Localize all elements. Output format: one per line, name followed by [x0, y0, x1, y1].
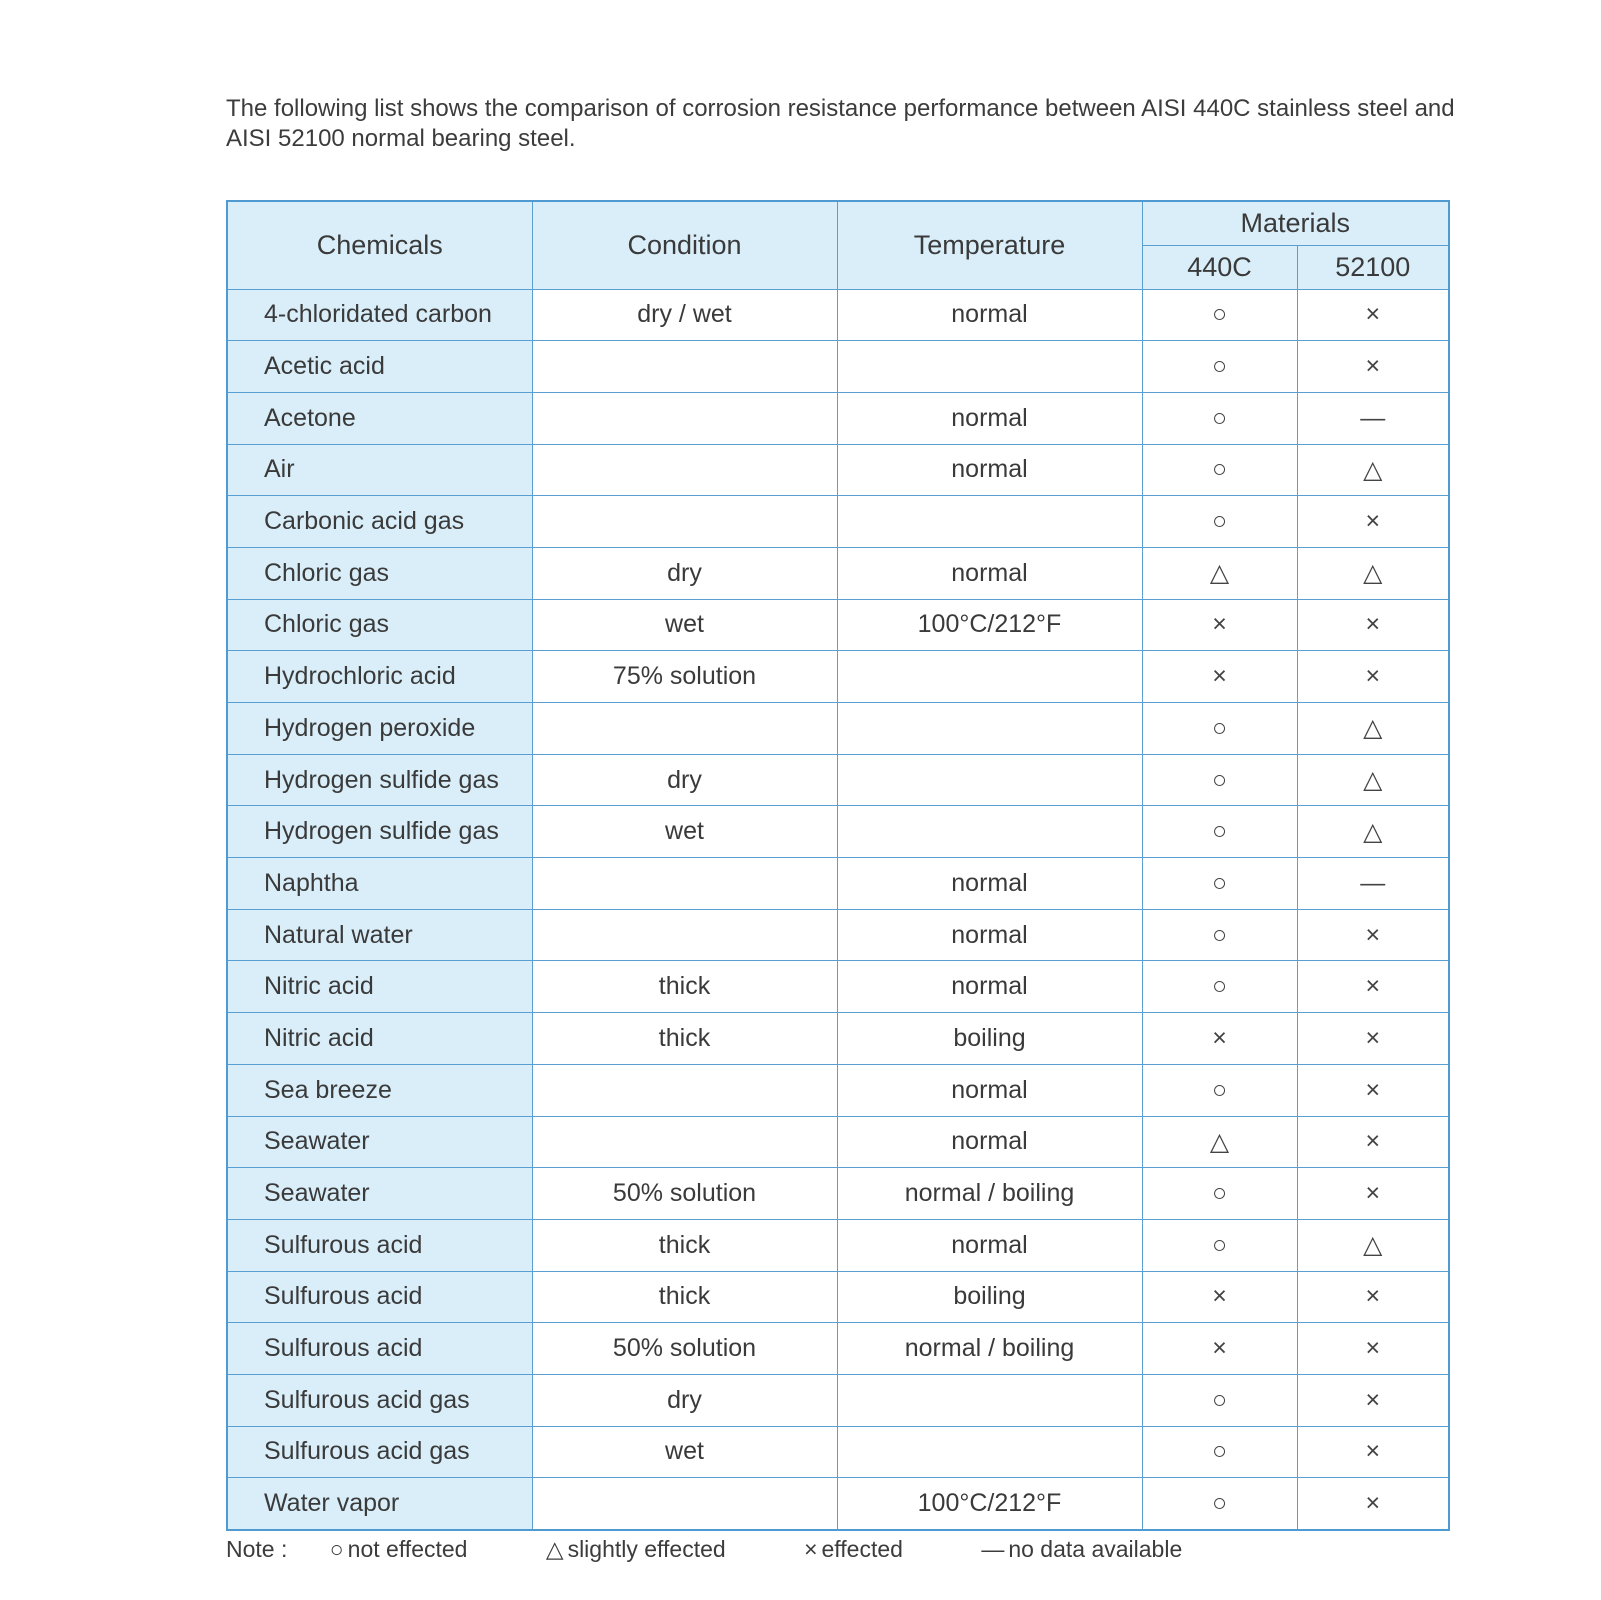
- table-row: [227, 1323, 1449, 1375]
- cross-icon: ×: [1365, 920, 1381, 949]
- temperature-cell: [837, 341, 1142, 393]
- chemical-cell: Sulfurous acid: [227, 1219, 532, 1271]
- rating-440c-cell: [1142, 392, 1297, 444]
- rating-52100-cell: [1297, 1116, 1449, 1168]
- condition-cell: 75% solution: [532, 651, 837, 703]
- legend-label: slightly effected: [567, 1536, 726, 1562]
- condition-cell: dry: [532, 1374, 837, 1426]
- rating-52100-cell: [1297, 754, 1449, 806]
- rating-440c-cell: [1142, 1271, 1297, 1323]
- table-row: [227, 806, 1449, 858]
- table-row: [227, 1271, 1449, 1323]
- legend-label: no data available: [1008, 1536, 1183, 1562]
- rating-52100-cell: [1297, 1013, 1449, 1065]
- circle-icon: ○: [1211, 817, 1228, 846]
- table-row: [227, 496, 1449, 548]
- condition-cell: thick: [532, 1013, 837, 1065]
- temperature-cell: normal: [837, 547, 1142, 599]
- rating-440c-cell: [1142, 1064, 1297, 1116]
- rating-440c-cell: [1142, 858, 1297, 910]
- rating-52100-cell: [1297, 547, 1449, 599]
- condition-cell: thick: [532, 961, 837, 1013]
- temperature-cell: [837, 703, 1142, 755]
- header-materials: Materials: [1142, 201, 1449, 245]
- condition-cell: wet: [532, 1426, 837, 1478]
- circle-icon: ○: [1211, 972, 1228, 1001]
- condition-cell: dry / wet: [532, 289, 837, 341]
- chemical-cell: Sulfurous acid: [227, 1271, 532, 1323]
- cross-icon: ×: [1365, 662, 1381, 691]
- temperature-cell: [837, 651, 1142, 703]
- circle-icon: ○: [1211, 352, 1228, 381]
- condition-cell: [532, 1478, 837, 1530]
- table-row: [227, 1219, 1449, 1271]
- corrosion-resistance-table: [226, 200, 1450, 1531]
- rating-440c-cell: [1142, 1374, 1297, 1426]
- chemical-cell: Water vapor: [227, 1478, 532, 1530]
- temperature-cell: normal: [837, 858, 1142, 910]
- condition-cell: thick: [532, 1219, 837, 1271]
- circle-icon: ○: [1211, 300, 1228, 329]
- rating-52100-cell: [1297, 1168, 1449, 1220]
- temperature-cell: [837, 1374, 1142, 1426]
- rating-440c-cell: [1142, 444, 1297, 496]
- triangle-icon: △: [1363, 714, 1383, 743]
- rating-440c-cell: [1142, 961, 1297, 1013]
- dash-icon: —: [1360, 403, 1386, 432]
- rating-440c-cell: [1142, 547, 1297, 599]
- table-row: [227, 909, 1449, 961]
- condition-cell: [532, 496, 837, 548]
- dash-icon: —: [1360, 868, 1386, 897]
- table-row: [227, 444, 1449, 496]
- rating-52100-cell: [1297, 806, 1449, 858]
- table-row: [227, 1478, 1449, 1530]
- cross-icon: ×: [1365, 352, 1381, 381]
- rating-52100-cell: [1297, 392, 1449, 444]
- table-row: [227, 1374, 1449, 1426]
- triangle-icon: △: [1209, 1127, 1230, 1156]
- header-440c: 440C: [1142, 245, 1297, 289]
- table-row: [227, 341, 1449, 393]
- circle-icon: ○: [1211, 1385, 1228, 1414]
- rating-52100-cell: [1297, 1064, 1449, 1116]
- triangle-icon: △: [1363, 559, 1383, 588]
- table-row: [227, 392, 1449, 444]
- circle-icon: ○: [1211, 455, 1228, 484]
- circle-icon: ○: [1211, 507, 1228, 536]
- rating-52100-cell: [1297, 1271, 1449, 1323]
- chemical-cell: Hydrogen sulfide gas: [227, 754, 532, 806]
- rating-440c-cell: [1142, 599, 1297, 651]
- rating-52100-cell: [1297, 1219, 1449, 1271]
- chemical-cell: Chloric gas: [227, 547, 532, 599]
- temperature-cell: normal: [837, 289, 1142, 341]
- cross-icon: ×: [1365, 1179, 1381, 1208]
- table-row: [227, 961, 1449, 1013]
- legend-item: [804, 1536, 939, 1562]
- rating-52100-cell: [1297, 961, 1449, 1013]
- chemical-cell: Naphtha: [227, 858, 532, 910]
- circle-icon: ○: [1211, 868, 1228, 897]
- rating-440c-cell: [1142, 1116, 1297, 1168]
- circle-icon: ○: [1211, 403, 1228, 432]
- temperature-cell: normal: [837, 1064, 1142, 1116]
- rating-440c-cell: [1142, 754, 1297, 806]
- chemical-cell: Sulfurous acid gas: [227, 1374, 532, 1426]
- triangle-icon: △: [1209, 559, 1230, 588]
- triangle-icon: △: [1363, 455, 1383, 484]
- chemical-cell: Seawater: [227, 1168, 532, 1220]
- cross-icon: ×: [1212, 610, 1227, 639]
- cross-icon: ×: [1212, 662, 1227, 691]
- table-row: [227, 1064, 1449, 1116]
- cross-icon: ×: [1365, 1127, 1381, 1156]
- cross-icon: ×: [1365, 1282, 1381, 1311]
- condition-cell: wet: [532, 599, 837, 651]
- header-chemicals: Chemicals: [227, 201, 532, 289]
- condition-cell: [532, 1064, 837, 1116]
- table-body: [227, 289, 1449, 1530]
- chemical-cell: Hydrogen peroxide: [227, 703, 532, 755]
- note-prefix: Note :: [226, 1536, 288, 1562]
- temperature-cell: normal / boiling: [837, 1323, 1142, 1375]
- rating-52100-cell: [1297, 341, 1449, 393]
- temperature-cell: [837, 496, 1142, 548]
- header-52100: 52100: [1297, 245, 1449, 289]
- triangle-icon: △: [1363, 817, 1383, 846]
- cross-icon: ×: [1365, 1075, 1381, 1104]
- table-row: [227, 703, 1449, 755]
- rating-440c-cell: [1142, 1323, 1297, 1375]
- rating-440c-cell: [1142, 1426, 1297, 1478]
- circle-icon: ○: [1211, 1488, 1228, 1517]
- circle-icon: ○: [1211, 765, 1228, 794]
- circle-icon: ○: [1211, 1230, 1228, 1259]
- condition-cell: dry: [532, 754, 837, 806]
- rating-52100-cell: [1297, 444, 1449, 496]
- rating-52100-cell: [1297, 496, 1449, 548]
- chemical-cell: Carbonic acid gas: [227, 496, 532, 548]
- chemical-cell: Hydrogen sulfide gas: [227, 806, 532, 858]
- rating-52100-cell: [1297, 909, 1449, 961]
- table-row: [227, 858, 1449, 910]
- rating-52100-cell: [1297, 858, 1449, 910]
- condition-cell: dry: [532, 547, 837, 599]
- rating-52100-cell: [1297, 1478, 1449, 1530]
- rating-52100-cell: [1297, 1426, 1449, 1478]
- rating-52100-cell: [1297, 1374, 1449, 1426]
- condition-cell: [532, 444, 837, 496]
- chemical-cell: Seawater: [227, 1116, 532, 1168]
- header-condition: Condition: [532, 201, 837, 289]
- cross-icon: ×: [1365, 1023, 1381, 1052]
- condition-cell: [532, 1116, 837, 1168]
- legend-item: [546, 1536, 762, 1562]
- chemical-cell: Sulfurous acid: [227, 1323, 532, 1375]
- chemical-cell: Sulfurous acid gas: [227, 1426, 532, 1478]
- intro-paragraph: The following list shows the comparison of corrosion resistance performance between AISI 440C stainless steel and AISI 52100 normal bearing steel.: [226, 95, 1455, 152]
- table-row: [227, 651, 1449, 703]
- rating-440c-cell: [1142, 496, 1297, 548]
- table-row: [227, 599, 1449, 651]
- cross-icon: ×: [1365, 1488, 1381, 1517]
- chemical-cell: Chloric gas: [227, 599, 532, 651]
- rating-440c-cell: [1142, 1168, 1297, 1220]
- temperature-cell: 100°C/212°F: [837, 599, 1142, 651]
- table-row: [227, 1013, 1449, 1065]
- cross-icon: ×: [1365, 972, 1381, 1001]
- rating-52100-cell: [1297, 289, 1449, 341]
- temperature-cell: normal: [837, 1219, 1142, 1271]
- circle-icon: ○: [1211, 1075, 1228, 1104]
- condition-cell: 50% solution: [532, 1168, 837, 1220]
- rating-52100-cell: [1297, 703, 1449, 755]
- legend-item: [330, 1536, 504, 1562]
- chemical-cell: Hydrochloric acid: [227, 651, 532, 703]
- rating-440c-cell: [1142, 341, 1297, 393]
- chemical-cell: Nitric acid: [227, 961, 532, 1013]
- cross-icon: ×: [1365, 300, 1381, 329]
- effected-icon: ×: [804, 1536, 818, 1562]
- table-row: [227, 1168, 1449, 1220]
- table-row: [227, 547, 1449, 599]
- rating-440c-cell: [1142, 1013, 1297, 1065]
- slightly-effected-icon: △: [545, 1536, 564, 1562]
- circle-icon: ○: [1211, 1437, 1228, 1466]
- legend-note: [226, 1536, 1254, 1563]
- temperature-cell: [837, 754, 1142, 806]
- condition-cell: [532, 909, 837, 961]
- condition-cell: 50% solution: [532, 1323, 837, 1375]
- condition-cell: wet: [532, 806, 837, 858]
- legend-label: not effected: [347, 1536, 468, 1562]
- temperature-cell: 100°C/212°F: [837, 1478, 1142, 1530]
- condition-cell: [532, 392, 837, 444]
- circle-icon: ○: [1211, 713, 1228, 742]
- chemical-cell: Air: [227, 444, 532, 496]
- legend-item: [981, 1536, 1218, 1562]
- cross-icon: ×: [1212, 1282, 1227, 1311]
- no-data-icon: —: [981, 1536, 1005, 1562]
- cross-icon: ×: [1365, 1334, 1381, 1363]
- cross-icon: ×: [1365, 610, 1381, 639]
- condition-cell: [532, 703, 837, 755]
- triangle-icon: △: [1363, 766, 1383, 795]
- chemical-cell: Natural water: [227, 909, 532, 961]
- rating-440c-cell: [1142, 703, 1297, 755]
- condition-cell: thick: [532, 1271, 837, 1323]
- table-row: [227, 1426, 1449, 1478]
- temperature-cell: normal: [837, 1116, 1142, 1168]
- temperature-cell: normal: [837, 392, 1142, 444]
- header-temperature: Temperature: [837, 201, 1142, 289]
- table-row: [227, 754, 1449, 806]
- rating-440c-cell: [1142, 909, 1297, 961]
- triangle-icon: △: [1363, 1231, 1383, 1260]
- temperature-cell: [837, 806, 1142, 858]
- rating-440c-cell: [1142, 1478, 1297, 1530]
- temperature-cell: normal: [837, 444, 1142, 496]
- cross-icon: ×: [1365, 507, 1381, 536]
- circle-icon: ○: [1211, 920, 1228, 949]
- condition-cell: [532, 341, 837, 393]
- temperature-cell: boiling: [837, 1013, 1142, 1065]
- chemical-cell: Nitric acid: [227, 1013, 532, 1065]
- rating-440c-cell: [1142, 806, 1297, 858]
- table-row: [227, 289, 1449, 341]
- rating-52100-cell: [1297, 1323, 1449, 1375]
- chemical-cell: Acetone: [227, 392, 532, 444]
- chemical-cell: 4-chloridated carbon: [227, 289, 532, 341]
- temperature-cell: boiling: [837, 1271, 1142, 1323]
- temperature-cell: normal: [837, 961, 1142, 1013]
- legend-label: effected: [821, 1536, 903, 1562]
- temperature-cell: normal: [837, 909, 1142, 961]
- not-effected-icon: ○: [329, 1536, 344, 1562]
- temperature-cell: [837, 1426, 1142, 1478]
- table-row: [227, 1116, 1449, 1168]
- rating-52100-cell: [1297, 651, 1449, 703]
- temperature-cell: normal / boiling: [837, 1168, 1142, 1220]
- cross-icon: ×: [1212, 1334, 1227, 1363]
- rating-440c-cell: [1142, 1219, 1297, 1271]
- rating-440c-cell: [1142, 289, 1297, 341]
- cross-icon: ×: [1365, 1385, 1381, 1414]
- rating-52100-cell: [1297, 599, 1449, 651]
- chemical-cell: Sea breeze: [227, 1064, 532, 1116]
- cross-icon: ×: [1212, 1023, 1227, 1052]
- chemical-cell: Acetic acid: [227, 341, 532, 393]
- circle-icon: ○: [1211, 1179, 1228, 1208]
- condition-cell: [532, 858, 837, 910]
- cross-icon: ×: [1365, 1437, 1381, 1466]
- rating-440c-cell: [1142, 651, 1297, 703]
